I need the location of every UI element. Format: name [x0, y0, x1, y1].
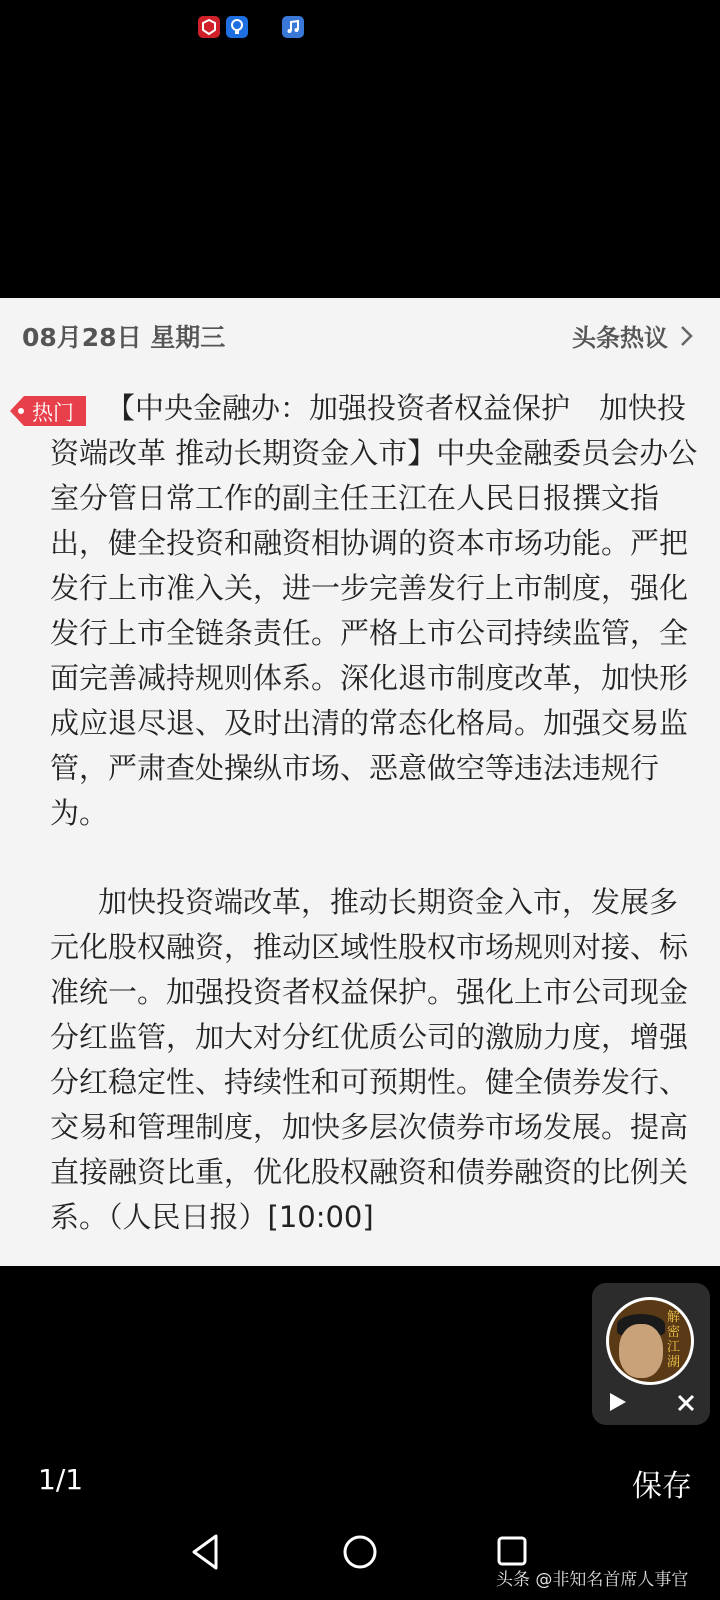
news-article [50, 386, 702, 1240]
news-panel [0, 298, 720, 1266]
nav-recent-apps-icon[interactable] [496, 1535, 528, 1567]
play-icon[interactable] [606, 1391, 628, 1413]
mini-player[interactable] [592, 1283, 710, 1425]
article-paragraph-1: 【中央金融办：加强投资者权益保护 加快投资端改革 推动长期资金入市】中央金融委员会办公室分管日常工作的副主任王江在人民日报撰文指出，健全投资和融资相协调的资本市场功能。严把发行上市准入关，进一步完善发行上市制度，强化发行上市全链条责任。严格上市公司持续监管，全面完善减持规则体系。深化退市制度改革，加快形成应退尽退、及时出清的常态化格局。加强交易监管，严肃查处操纵市场、恶意做空等违法违规行为。 [50, 391, 698, 830]
nav-home-icon[interactable] [342, 1534, 378, 1570]
save-button[interactable]: 保存 [632, 1469, 692, 1504]
app-red-icon [198, 16, 220, 38]
news-date: 08月28日 星期三 [22, 323, 226, 352]
hot-tag-label: 热门 [32, 401, 74, 425]
text-fade-overlay [540, 1218, 720, 1266]
app-music-icon [282, 16, 304, 38]
source-watermark: 头条 @非知名首席人事官 [496, 1570, 689, 1590]
page-indicator: 1/1 [38, 1463, 84, 1496]
nav-back-icon[interactable] [188, 1532, 222, 1572]
app-blue-bulb-icon [226, 16, 248, 38]
cover-caption: 解密江湖 [667, 1310, 681, 1370]
hot-discussion-link[interactable] [572, 318, 694, 353]
close-icon[interactable] [676, 1393, 696, 1413]
chevron-right-icon [680, 325, 694, 347]
cover-face [619, 1324, 663, 1378]
hot-discussion-label: 头条热议 [572, 324, 668, 352]
player-cover-art[interactable] [606, 1297, 694, 1385]
article-paragraph-2: 加快投资端改革，推动长期资金入市，发展多元化股权融资，推动区域性股权市场规则对接、标准统一。加强投资者权益保护。强化上市公司现金分红监管，加大对分红优质公司的激励力度，增强分红稳定性、持续性和可预期性。健全债券发行、交易和管理制度，加快多层次债券市场发展。提高直接融资比重，优化股权融资和债券融资的比例关系。（人民日报）[10:00] [50, 885, 689, 1234]
